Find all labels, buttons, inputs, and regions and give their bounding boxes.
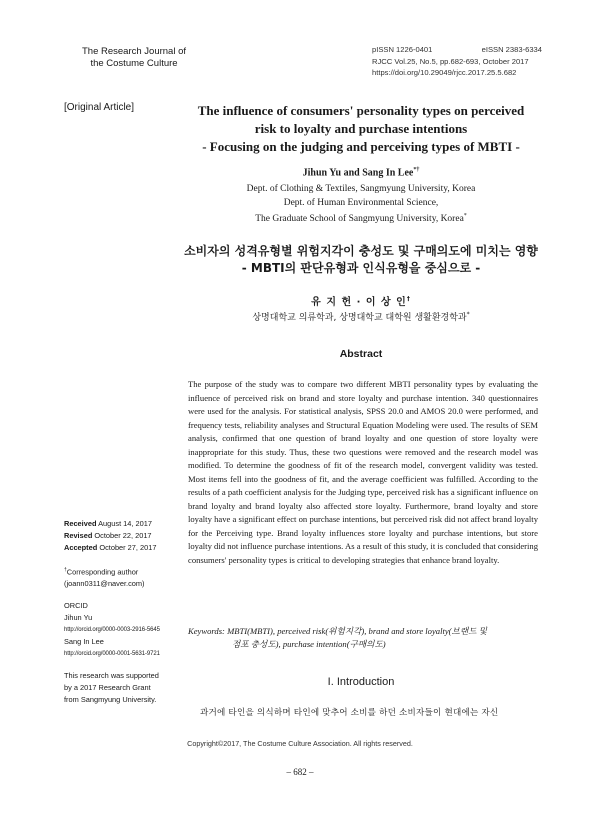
title-korean-line1: 소비자의 성격유형별 위험지각이 충성도 및 구매의도에 미치는 영향 <box>184 244 538 258</box>
affiliation-korean-mark: * <box>466 311 470 318</box>
affiliation-english-line3: The Graduate School of Sangmyung University, Korea <box>255 214 464 225</box>
intro-text: 과거에 타인을 의식하며 타인에 맞추어 소비를 하던 소비자들이 현대에는 자신 <box>200 708 499 718</box>
title-english <box>180 102 542 156</box>
orcid2-name: Sang In Lee <box>64 637 104 647</box>
authors-korean <box>180 293 542 308</box>
authors-english-names: Jihun Yu and Sang In Lee <box>302 167 414 179</box>
affiliation-english <box>180 183 542 227</box>
title-korean-line2: - MBTI의 판단유형과 인식유형을 중심으로 - <box>241 261 481 275</box>
doi-link[interactable]: https://doi.org/10.29049/rjcc.2017.25.5.682 <box>372 68 517 77</box>
accepted-date: October 27, 2017 <box>99 543 157 552</box>
received-row <box>64 518 184 530</box>
authors-english <box>180 167 542 178</box>
pissn: pISSN 1226-0401 <box>372 45 433 54</box>
abstract-body: The purpose of the study was to compare two different MBTI personality types by evaluating the influence of perceived risk on brand and store loyalty and purchase intention. 340 questionnaires were used for the analysis. For statistical analysis, SPSS 20.0 and AMOS 20.0 were performed, and frequency tests, reliability analyses and Structural Equation Modeling were used. The results of SEM analysis, confirmed that one question of brand loyalty and one question of store loyalty were inappropriate for this study. Thus, these two questions were removed and the research model was modified. To determine the goodness of fit of the research model, convergent validity was tested. Most items fell into the goodness of fit, and the average coefficient was fulfilled. According to the results of a path coefficient analysis for the Judging type, perceived risk has a significant influence on brand loyalty and brand loyalty also affected store loyalty. Furthermore, brand loyalty and store loyalty have a significant effect on purchase intentions, but perceived risk did not affect brand loyalty for the Perceiving type. Brand loyalty influences store loyalty and purchase intentions, but store loyalty did not influence purchase intentions. As a result of this study, it is concluded that considering consumers' personality types is critical to developing strategies that enhance brand loyalty. <box>188 379 538 565</box>
affiliation-korean-text: 상명대학교 의류학과, 상명대학교 대학원 생활환경학과 <box>252 313 467 323</box>
sidebar-meta <box>64 518 184 706</box>
abstract-heading: Abstract <box>339 348 383 360</box>
accepted-row <box>64 542 184 554</box>
revised-label: Revised <box>64 531 93 540</box>
orcid1-url[interactable]: http://orcid.org/0000-0003-2916-5645 <box>64 627 160 634</box>
corresponding-row <box>64 564 184 578</box>
orcid1-name: Jihun Yu <box>64 613 93 623</box>
journal-name-line1: The Research Journal of <box>81 46 187 57</box>
copyright: Copyright©2017, The Costume Culture Association. All rights reserved. <box>187 739 413 748</box>
affiliation-korean <box>180 310 542 323</box>
revised-date: October 22, 2017 <box>94 531 152 540</box>
received-label: Received <box>64 519 97 528</box>
title-english-line2: risk to loyalty and purchase intentions <box>254 121 468 136</box>
grant-line1: This research was supported <box>64 671 159 681</box>
authors-english-mark: *† <box>413 167 420 173</box>
title-korean <box>180 243 542 277</box>
orcid-label: ORCID <box>64 601 88 611</box>
grant-line3: from Sangmyung University. <box>64 695 157 705</box>
authors-korean-mark: † <box>406 295 411 303</box>
article-type: [Original Article] <box>64 102 135 113</box>
revised-row <box>64 530 184 542</box>
authors-korean-names: 유 지 헌 · 이 상 인 <box>311 297 407 308</box>
corresponding-email[interactable]: (joann0311@naver.com) <box>64 579 145 589</box>
received-date: August 14, 2017 <box>98 519 152 528</box>
grant-line2: by a 2017 Research Grant <box>64 683 151 693</box>
title-english-line1: The influence of consumers' personality types on perceived <box>197 103 525 118</box>
orcid2-url[interactable]: http://orcid.org/0000-0001-5631-9721 <box>64 651 160 658</box>
eissn: eISSN 2383-6334 <box>481 45 542 54</box>
keywords-line2: 점포 충성도), purchase intention(구매의도) <box>232 639 386 649</box>
keywords <box>188 625 538 651</box>
affiliation-english-mark: * <box>463 213 467 219</box>
affiliation-english-line3-wrap <box>180 210 542 227</box>
corresponding-mark: † <box>64 567 67 573</box>
issn-block <box>372 44 542 79</box>
title-english-line3: - Focusing on the judging and perceiving types of MBTI - <box>202 139 520 154</box>
affiliation-english-line1: Dept. of Clothing & Textiles, Sangmyung University, Korea <box>246 184 476 194</box>
affiliation-english-line2: Dept. of Human Environmental Science, <box>283 197 439 208</box>
citation: RJCC Vol.25, No.5, pp.682-693, October 2017 <box>372 56 529 66</box>
accepted-label: Accepted <box>64 543 98 552</box>
journal-name-line2: the Costume Culture <box>90 58 178 69</box>
keywords-label: Keywords: <box>188 626 225 636</box>
keywords-line1: MBTI(MBTI), perceived risk(위험지각), brand and store loyalty(브랜드 및 <box>227 626 487 636</box>
journal-name <box>64 46 204 70</box>
page-number: – 682 – <box>286 767 314 777</box>
corresponding-label: Corresponding author <box>66 567 139 577</box>
intro-heading: I. Introduction <box>327 676 395 688</box>
